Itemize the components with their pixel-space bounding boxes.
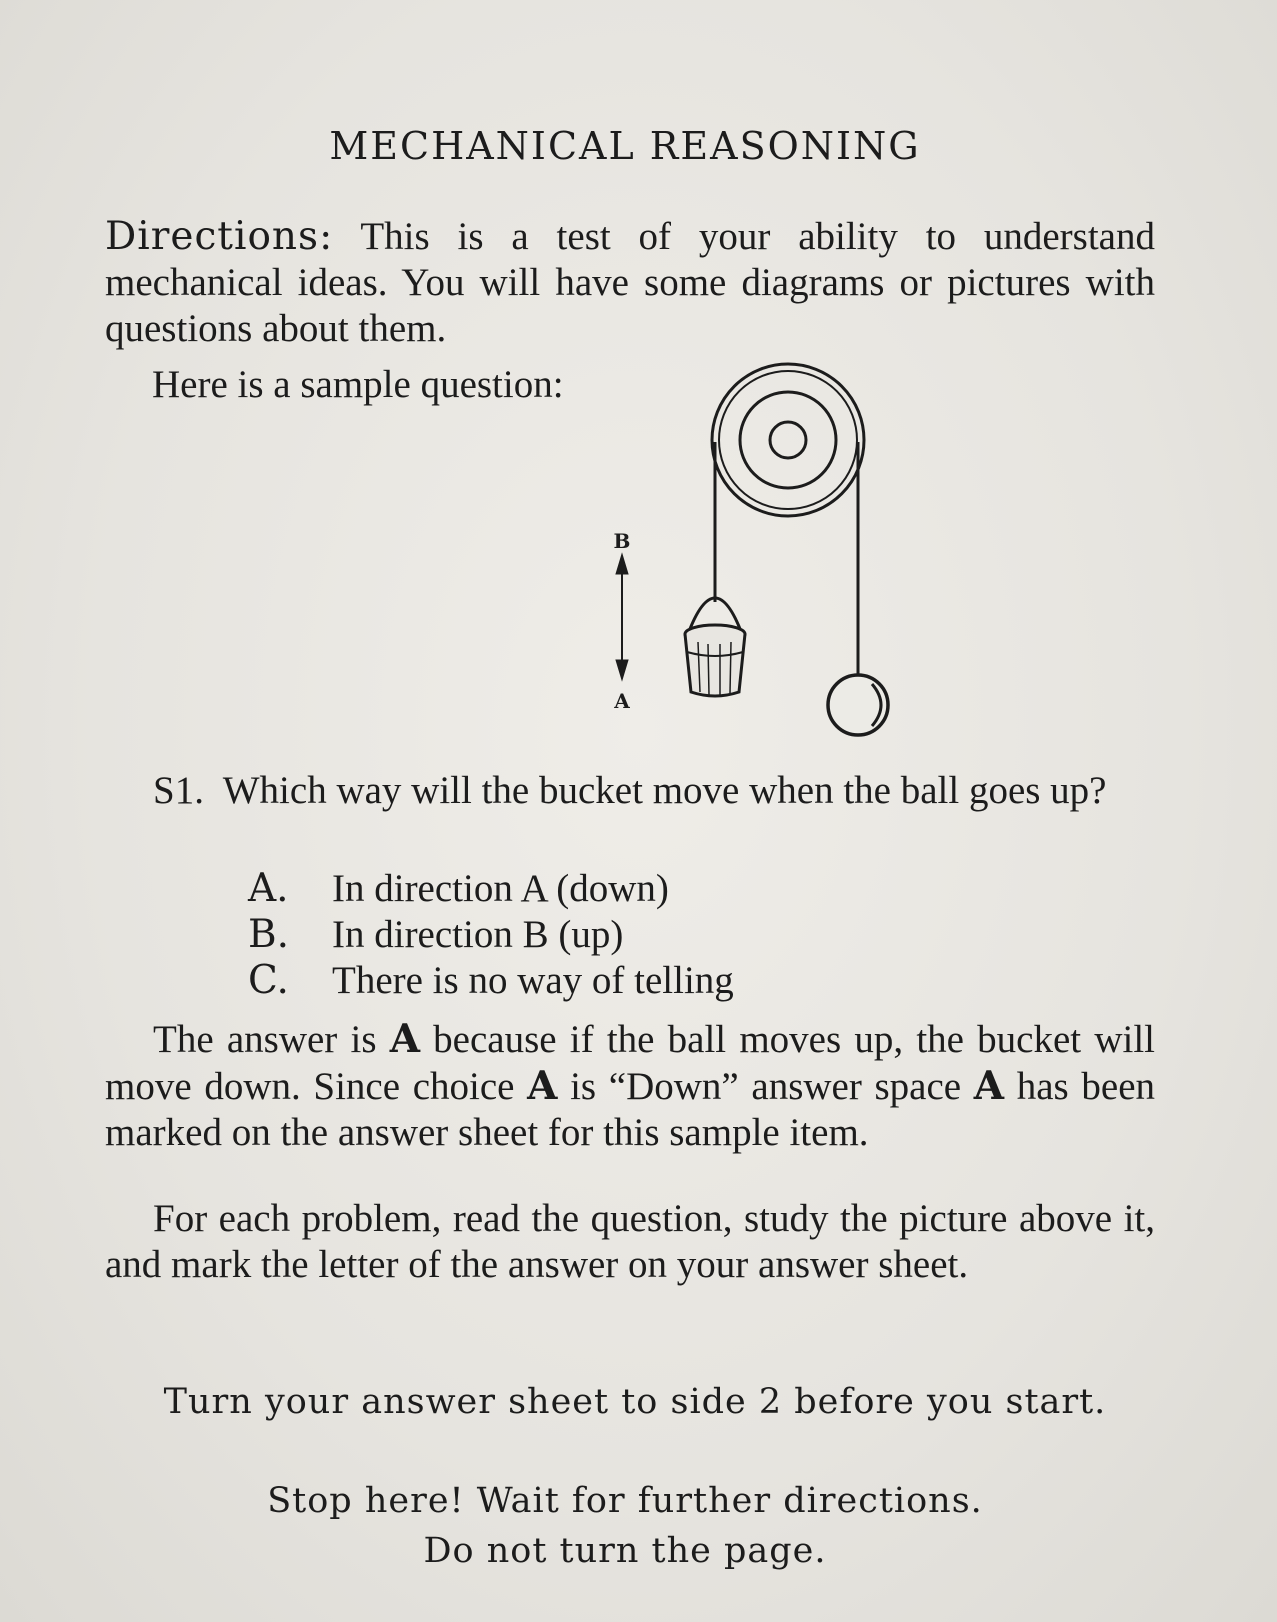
instructions-paragraph [105,1196,1155,1288]
sample-intro: Here is a sample question: [152,363,564,406]
ball-icon [828,675,888,735]
choice-a [248,866,734,912]
stop-notice-line2: Do not turn the page. [423,1531,827,1571]
choice-text: In direction A (down) [332,867,669,910]
diagram-label-a: A [614,689,630,713]
answer-text: has been marked on the answer sheet for this sample item. [105,1065,1156,1154]
double-arrow-icon [616,554,628,680]
answer-letter: A [973,1063,1005,1109]
choice-letter: C. [248,958,289,1003]
answer-letter: A [389,1016,420,1062]
choice-letter: A. [248,866,289,911]
directions-text: This is a test of your ability to understand mechanical ideas. You will have some diagrams or pictures with questions about them. [105,215,1155,350]
question-text: Which way will the bucket move when the ball goes up? [222,769,1107,812]
pulley-diagram [590,362,910,742]
directions-paragraph [105,214,1155,352]
answer-text: is “Down” answer space [570,1065,962,1108]
directions-label: Directions: [105,214,334,259]
choice-text: There is no way of telling [332,959,734,1002]
stop-notice-line1: Stop here! Wait for further directions. [267,1481,983,1521]
turn-notice: Turn your answer sheet to side 2 before you start. [163,1382,1107,1422]
answer-text: because if the ball moves up, the bucket will move down. Since choice [105,1018,1155,1108]
instructions-text: For each problem, read the question, study the picture above it, and mark the letter of the answer on your answer sheet. [105,1197,1155,1286]
bucket-icon [685,598,745,696]
answer-explanation [105,1016,1155,1156]
question-s1 [105,768,1155,814]
answer-choices [248,866,734,1004]
diagram-label-b: B [613,529,631,553]
choice-c [248,958,734,1004]
pulley-wheel-icon [712,364,864,516]
page-title: MECHANICAL REASONING [329,124,921,168]
stop-notice [0,1476,1250,1576]
choice-text: In direction B (up) [332,913,624,956]
answer-letter: A [527,1063,558,1109]
choice-b [248,912,734,958]
answer-text: The answer is [153,1018,377,1061]
question-number: S1. [153,769,204,812]
choice-letter: B. [248,912,290,957]
